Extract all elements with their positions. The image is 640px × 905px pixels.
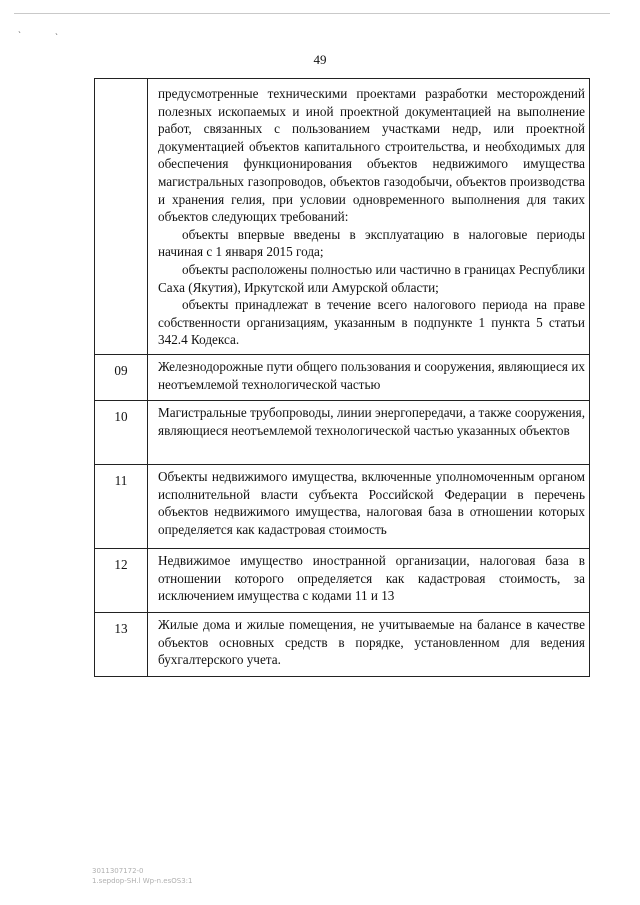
top-scan-rule: [14, 13, 610, 14]
table-row: [95, 548, 590, 612]
description-paragraph: Магистральные трубопроводы, линии энергопередачи, а также сооружения, являющиеся неотъемлемой технологической частью указанных объектов: [158, 404, 585, 438]
description-paragraph: Железнодорожные пути общего пользования и сооружения, являющиеся их неотъемлемой технологической частью: [158, 358, 585, 392]
property-code-table: [94, 78, 590, 677]
code-cell: 10: [95, 400, 148, 464]
description-cell: [148, 79, 590, 355]
code-cell: 09: [95, 354, 148, 400]
description-paragraph: предусмотренные техническими проектами разработки месторождений полезных ископаемых и иной проектной документацией на выполнение работ, связанных с пользованием участками недр, или проектной документацией объектов капитального строительства, и необходимых для обеспечения функционирования объектов недвижимого имущества магистральных газопроводов, объектов газодобычи, объектов производства и хранения гелия, при условии одновременного выполнения для таких объектов следующих требований:: [158, 86, 585, 225]
code-cell: 13: [95, 612, 148, 676]
description-cell: [148, 400, 590, 464]
description-paragraph: Жилые дома и жилые помещения, не учитываемые на балансе в качестве объектов основных средств в порядке, установленном для ведения бухгалтерского учета.: [158, 616, 585, 668]
description-paragraph: объекты расположены полностью или частично в границах Республики Саха (Якутия), Иркутской или Амурской области;: [158, 261, 585, 295]
table-row: [95, 354, 590, 400]
description-paragraph: объекты впервые введены в эксплуатацию в налоговые периоды начиная с 1 января 2015 года;: [158, 226, 585, 260]
description-cell: [148, 612, 590, 676]
description-paragraph: объекты принадлежат в течение всего налогового периода на праве собственности организациям, указанным в подпункте 1 пункта 5 статьи 342.4 Кодекса.: [158, 297, 585, 348]
description-cell: [148, 354, 590, 400]
description-paragraph: Объекты недвижимого имущества, включенные уполномоченным органом исполнительной власти субъекта Российской Федерации в перечень объектов недвижимого имущества, налоговая база в отношении которых определяется как кадастровая стоимость: [158, 468, 585, 537]
footer-stamp-line: 3011307172-0: [92, 867, 144, 875]
page-number: 49: [313, 52, 327, 67]
code-cell: [95, 79, 148, 355]
description-cell: [148, 548, 590, 612]
table-row: [95, 464, 590, 548]
footer-stamp-line: 1.sepdop-SH.l Wp-n.esOS3:1: [92, 877, 193, 885]
table-row: [95, 400, 590, 464]
description-paragraph: Недвижимое имущество иностранной организации, налоговая база в отношении которого определяется как кадастровая стоимость, за исключением имущества с кодами 11 и 13: [158, 552, 585, 604]
table-row: [95, 612, 590, 676]
table-row: [95, 79, 590, 355]
code-cell: 11: [95, 464, 148, 548]
code-cell: 12: [95, 548, 148, 612]
description-cell: [148, 464, 590, 548]
footer-stamp: [92, 866, 192, 886]
